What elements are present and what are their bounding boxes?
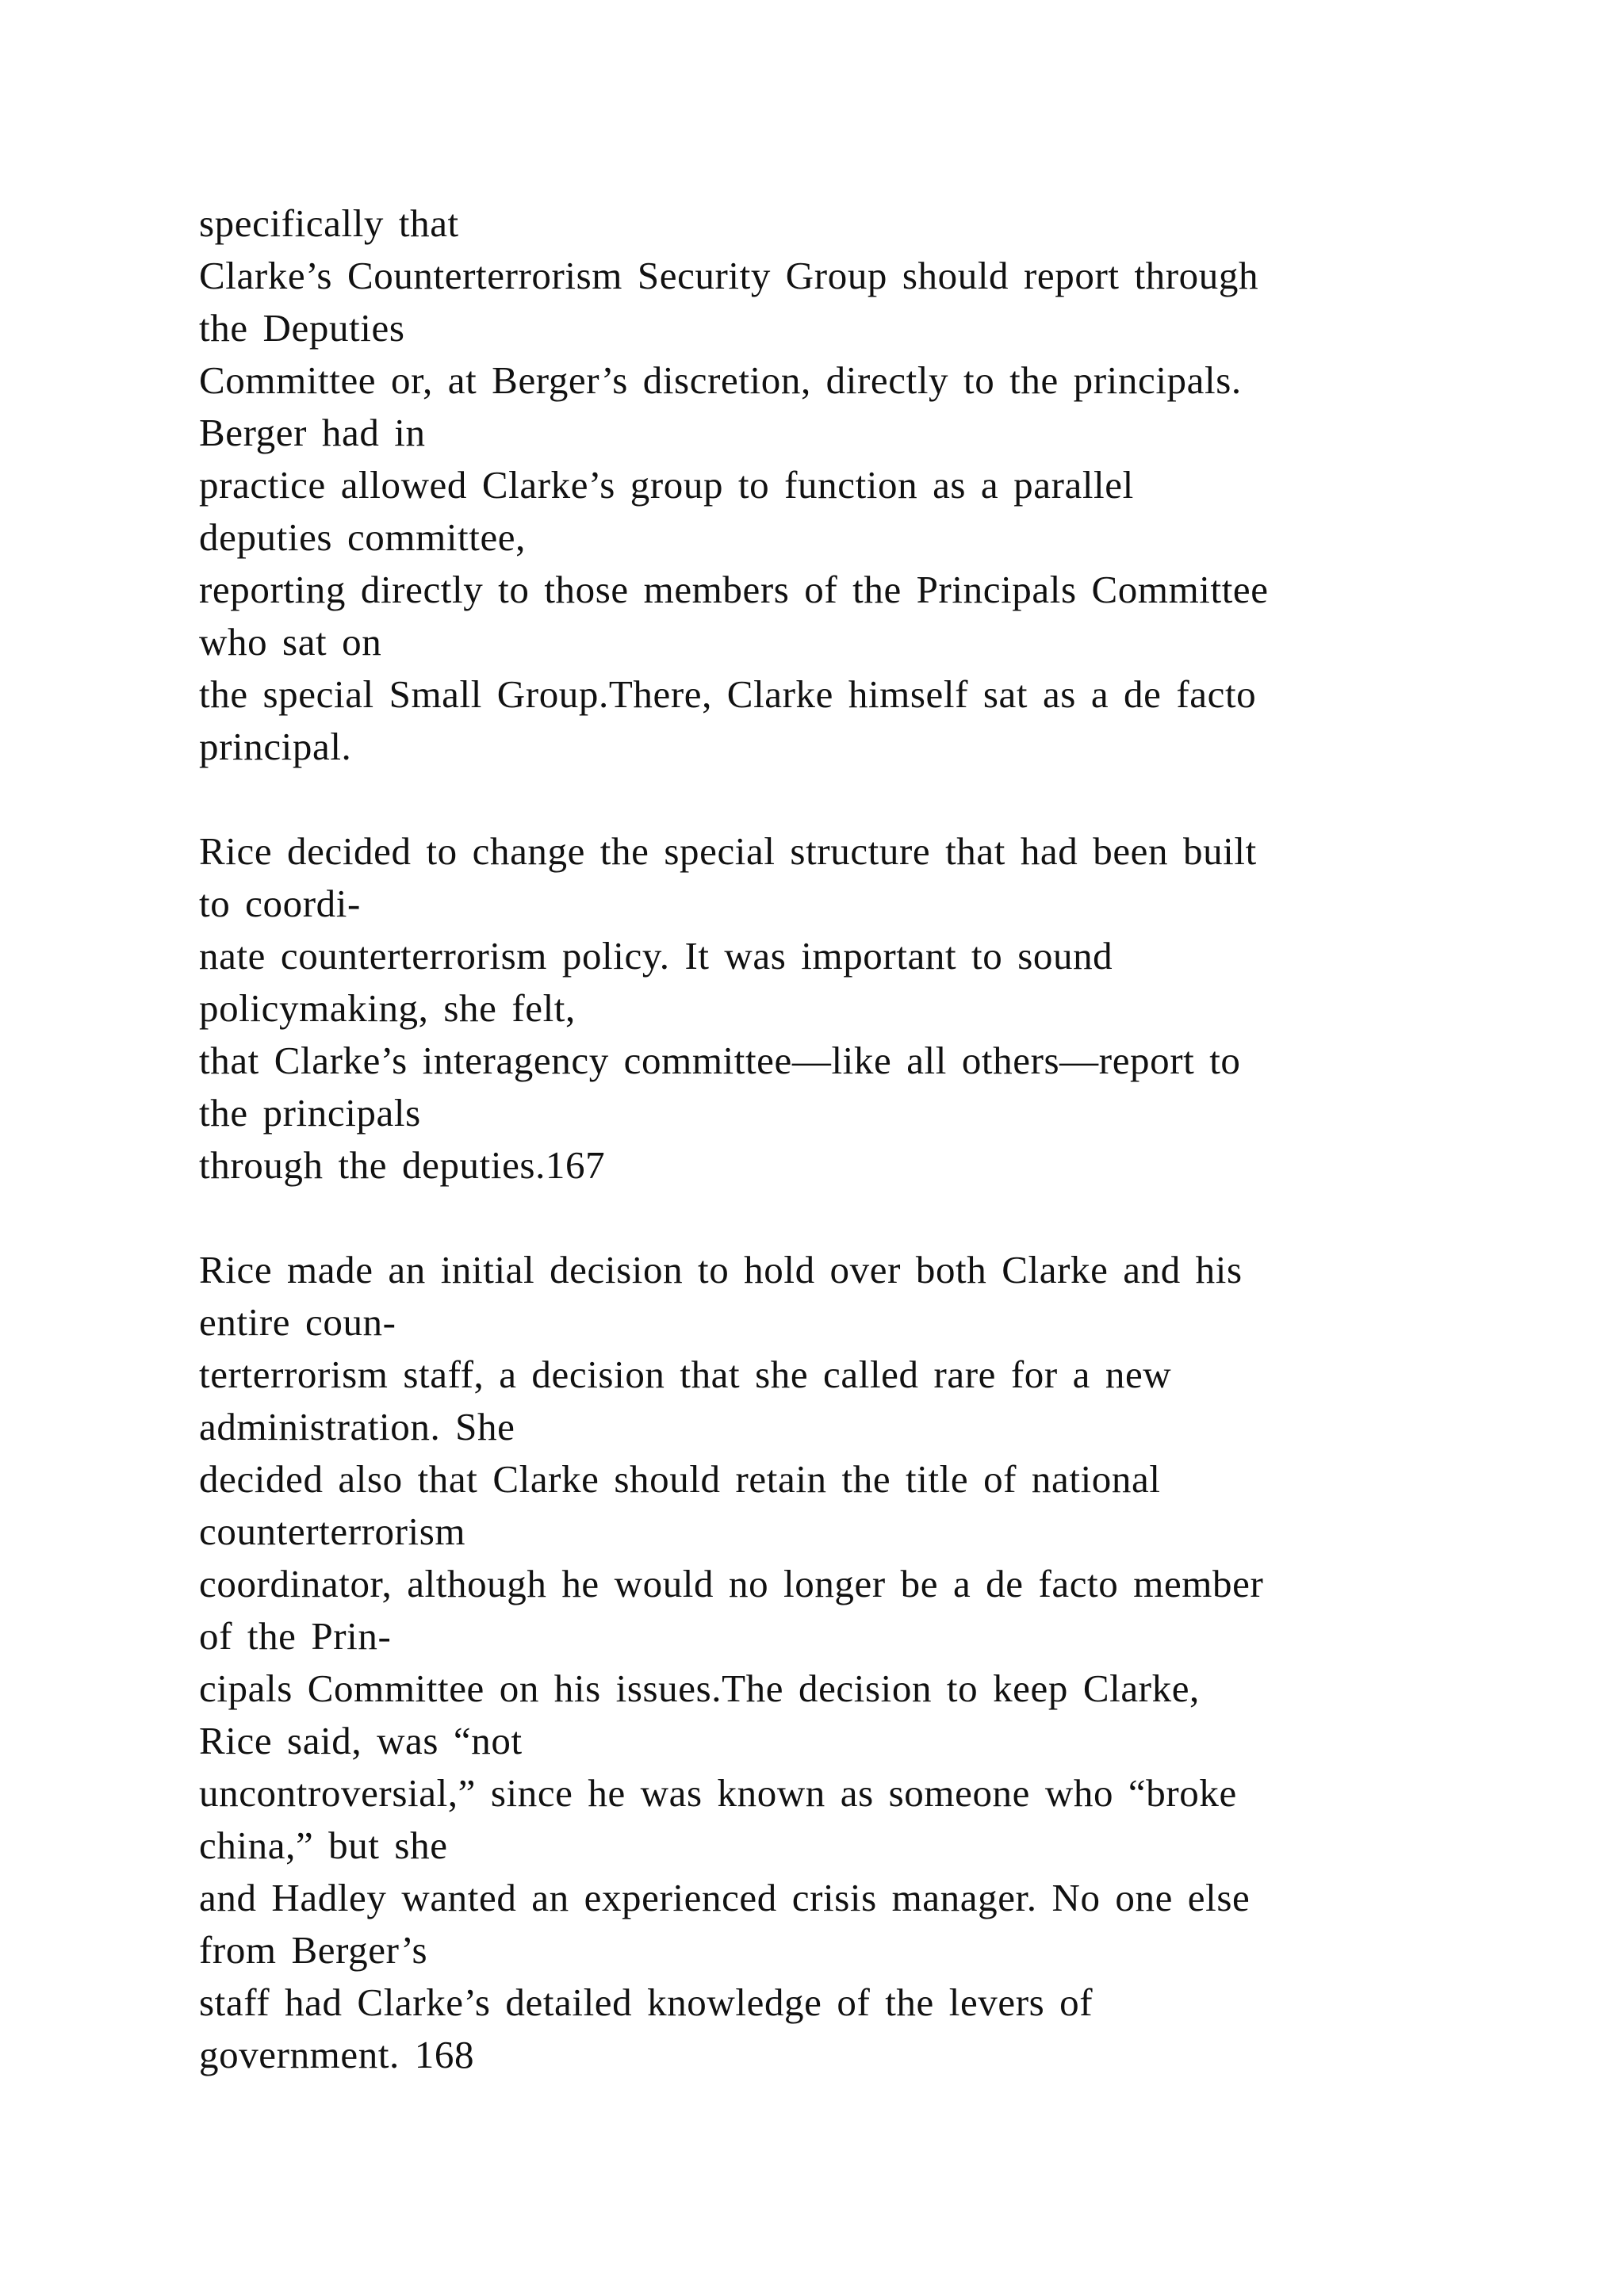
text-line: the principals <box>199 1091 421 1135</box>
text-line: coordinator, although he would no longer be a de facto member <box>199 1562 1264 1605</box>
text-line: of the Prin- <box>199 1614 392 1658</box>
text-line: Berger had in <box>199 411 426 454</box>
text-line: to coordi- <box>199 882 361 925</box>
text-line: government. 168 <box>199 2033 475 2076</box>
text-line: china,” but she <box>199 1823 448 1867</box>
text-line: the Deputies <box>199 306 405 350</box>
text-line: staff had Clarke’s detailed knowledge of the levers of <box>199 1980 1094 2024</box>
paragraph <box>199 1244 1507 2081</box>
text-line: entire coun- <box>199 1300 396 1344</box>
text-line: reporting directly to those members of the Principals Committee <box>199 568 1269 611</box>
body-text <box>199 197 1507 2081</box>
text-line: from Berger’s <box>199 1928 428 1972</box>
text-line: Committee or, at Berger’s discretion, directly to the principals. <box>199 358 1242 402</box>
text-line: deputies committee, <box>199 515 527 559</box>
text-line: cipals Committee on his issues.The decision to keep Clarke, <box>199 1667 1200 1710</box>
text-line: nate counterterrorism policy. It was important to sound <box>199 934 1113 978</box>
paragraph-break <box>199 773 1507 825</box>
text-line: practice allowed Clarke’s group to function as a parallel <box>199 463 1134 507</box>
text-line: Rice said, was “not <box>199 1719 523 1762</box>
text-line: that Clarke’s interagency committee—like all others—report to <box>199 1039 1241 1082</box>
text-line: through the deputies.167 <box>199 1143 606 1187</box>
paragraph <box>199 197 1507 773</box>
text-line: uncontroversial,” since he was known as someone who “broke <box>199 1771 1237 1815</box>
text-line: counterterrorism <box>199 1510 466 1553</box>
paragraph <box>199 825 1507 1192</box>
text-line: the special Small Group.There, Clarke himself sat as a de facto <box>199 672 1257 716</box>
text-line: and Hadley wanted an experienced crisis manager. No one else <box>199 1876 1251 1919</box>
text-line: who sat on <box>199 620 382 664</box>
text-line: principal. <box>199 725 352 768</box>
text-line: Rice decided to change the special structure that had been built <box>199 829 1257 873</box>
text-line: Rice made an initial decision to hold over both Clarke and his <box>199 1248 1243 1292</box>
text-line: decided also that Clarke should retain the title of national <box>199 1457 1161 1501</box>
text-line: specifically that <box>199 201 459 245</box>
text-line: terterrorism staff, a decision that she called rare for a new <box>199 1353 1172 1396</box>
text-line: policymaking, she felt, <box>199 986 576 1030</box>
text-line: Clarke’s Counterterrorism Security Group should report through <box>199 254 1259 297</box>
paragraph-break <box>199 1192 1507 1244</box>
text-line: administration. She <box>199 1405 515 1448</box>
